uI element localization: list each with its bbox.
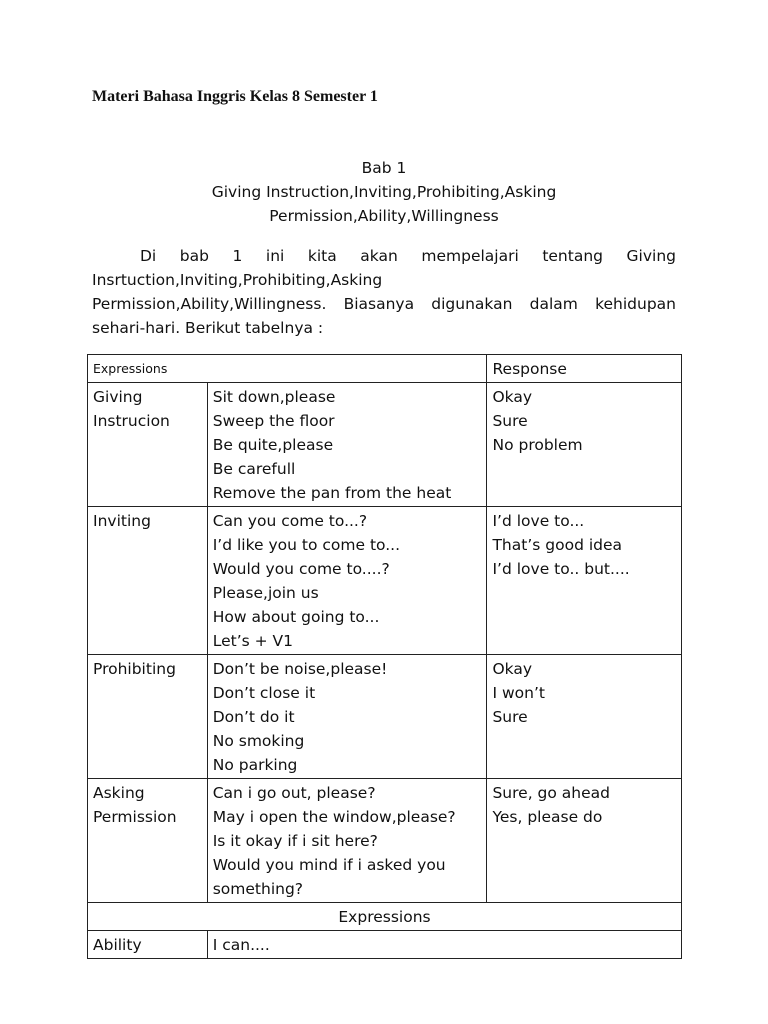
intro-line-1: Di bab 1 ini kita akan mempelajari tentang Giving [140, 247, 676, 265]
expressions-cell [207, 655, 487, 779]
section-header-row [88, 903, 682, 931]
response-item: Yes, please do [492, 808, 603, 826]
expressions-cell [207, 779, 487, 903]
expression-item: Would you come to....? [212, 560, 390, 578]
response-item: Okay [492, 660, 533, 678]
expressions-cell [207, 383, 487, 507]
table-row [88, 383, 682, 507]
expression-item: Be carefull [212, 460, 296, 478]
chapter-title-block [92, 156, 676, 228]
table-header-row [88, 355, 682, 383]
responses-cell [487, 507, 682, 655]
category-label: Asking [93, 784, 145, 802]
category-cell [88, 931, 208, 959]
expression-item: Is it okay if i sit here? [212, 832, 378, 850]
expressions-table [87, 354, 682, 959]
expression-item: I can.... [212, 936, 270, 954]
responses-cell [487, 779, 682, 903]
expression-item: May i open the window,please? [212, 808, 456, 826]
category-cell [88, 383, 208, 507]
expression-item: Don’t close it [212, 684, 316, 702]
intro-line-3: Permission,Ability,Willingness. Biasanya digunakan dalam kehidupan [92, 295, 676, 313]
expression-item: No smoking [212, 732, 305, 750]
category-cell [88, 655, 208, 779]
response-item: That’s good idea [492, 536, 623, 554]
responses-cell [487, 655, 682, 779]
category-cell [88, 507, 208, 655]
table-row [88, 655, 682, 779]
intro-paragraph [92, 244, 676, 340]
chapter-number: Bab 1 [361, 159, 407, 177]
expression-item: Can you come to...? [212, 512, 368, 530]
expression-item: Be quite,please [212, 436, 334, 454]
response-item: No problem [492, 436, 583, 454]
expression-item: Sit down,please [212, 388, 336, 406]
expression-item: Can i go out, please? [212, 784, 376, 802]
expression-item: Please,join us [212, 584, 319, 602]
response-item: Okay [492, 388, 533, 406]
expression-item: Let’s + V1 [212, 632, 294, 650]
chapter-title-line-1: Giving Instruction,Inviting,Prohibiting,Asking [211, 183, 557, 201]
expression-item: Would you mind if i asked you [212, 856, 446, 874]
expressions-column-header: Expressions [88, 355, 487, 383]
expression-item: Sweep the floor [212, 412, 335, 430]
response-item: Sure [492, 412, 528, 430]
section-expressions-header: Expressions [88, 903, 682, 931]
intro-line-2: Insrtuction,Inviting,Prohibiting,Asking [92, 271, 383, 289]
category-label: Giving [93, 388, 143, 406]
response-item: I won’t [492, 684, 545, 702]
expressions-cell [207, 931, 681, 959]
intro-line-4: sehari-hari. Berikut tabelnya : [92, 319, 324, 337]
response-item: Sure, go ahead [492, 784, 610, 802]
chapter-title-line-2: Permission,Ability,Willingness [269, 207, 499, 225]
responses-cell [487, 383, 682, 507]
category-label: Prohibiting [93, 660, 176, 678]
table-row [88, 779, 682, 903]
table-row [88, 931, 682, 959]
expression-item: Don’t be noise,please! [212, 660, 388, 678]
category-label: Permission [93, 808, 177, 826]
expression-item: No parking [212, 756, 298, 774]
table-row [88, 507, 682, 655]
expressions-cell [207, 507, 487, 655]
category-label: Instrucion [93, 412, 170, 430]
response-item: Sure [492, 708, 528, 726]
expression-item: Remove the pan from the heat [212, 484, 452, 502]
response-column-header: Response [487, 355, 682, 383]
expression-item: How about going to... [212, 608, 380, 626]
expression-item: I’d like you to come to... [212, 536, 401, 554]
response-item: I’d love to... [492, 512, 585, 530]
document-header: Materi Bahasa Inggris Kelas 8 Semester 1 [92, 88, 378, 105]
expression-item: Don’t do it [212, 708, 295, 726]
expression-item: something? [212, 880, 304, 898]
category-label: Ability [93, 936, 142, 954]
category-cell [88, 779, 208, 903]
response-item: I’d love to.. but.... [492, 560, 630, 578]
category-label: Inviting [93, 512, 151, 530]
